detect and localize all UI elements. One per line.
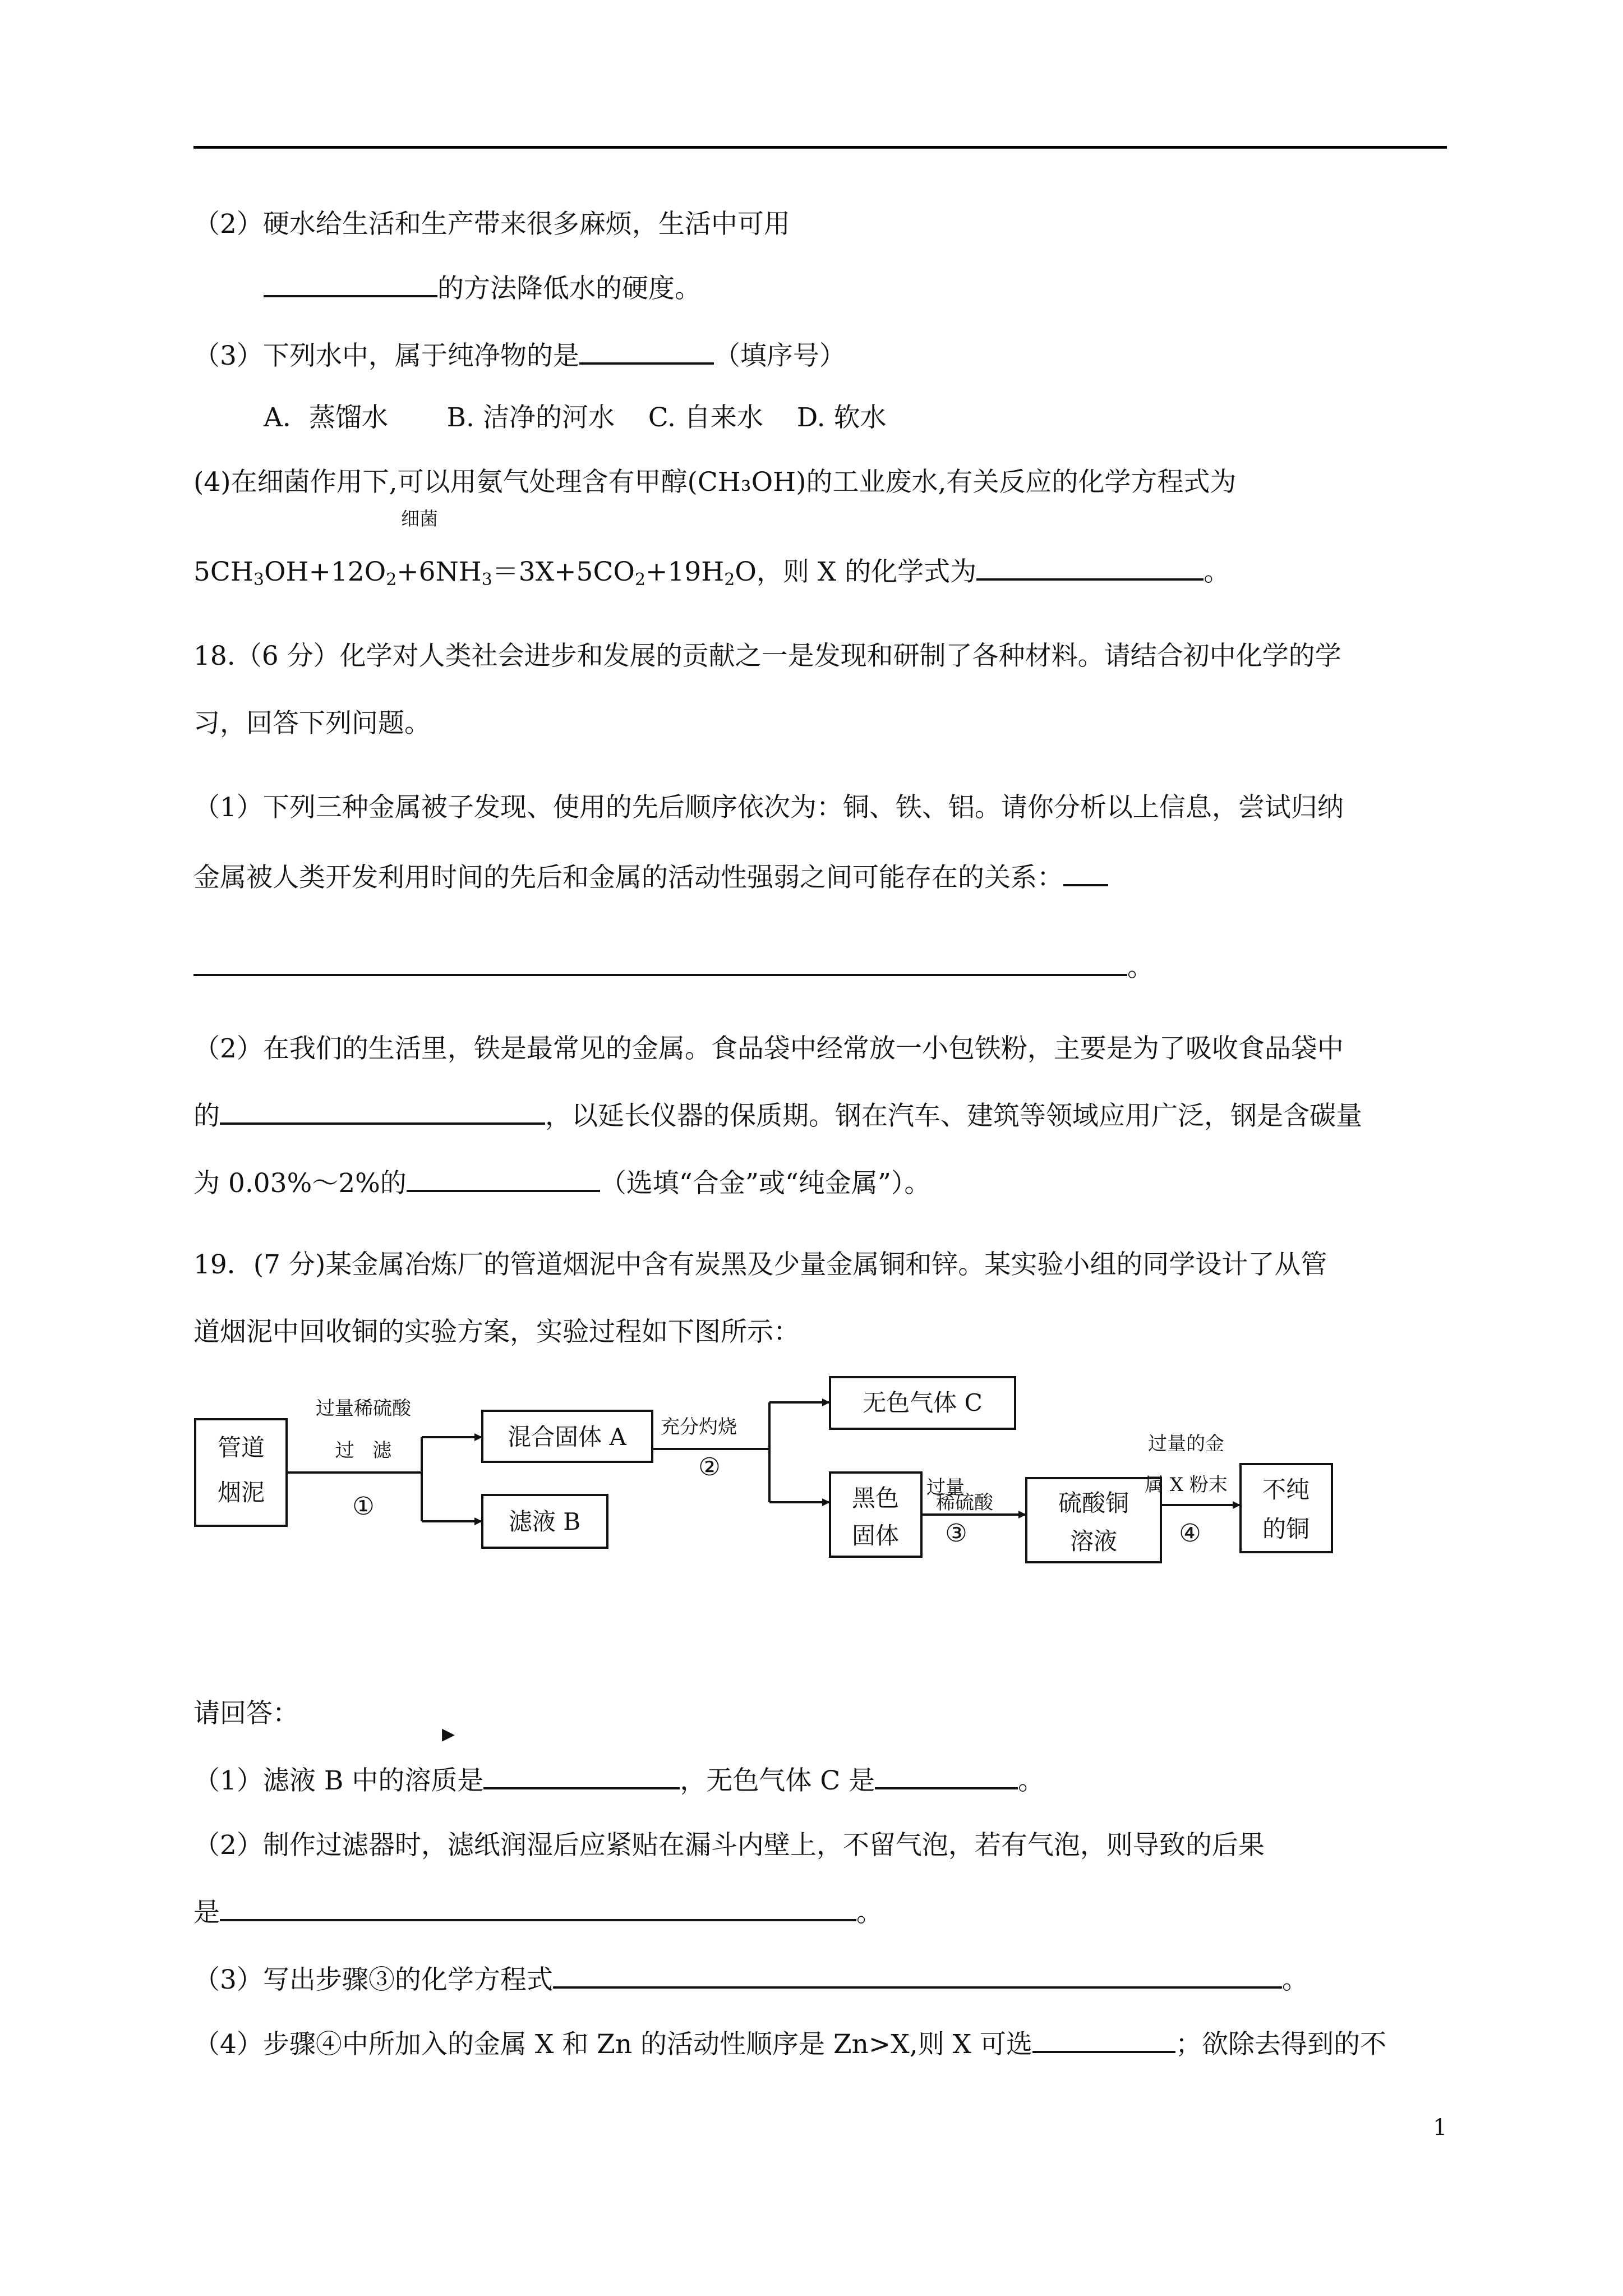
flow-text: 硫酸铜	[1058, 1489, 1129, 1517]
box-pipe-sludge	[195, 1419, 287, 1526]
q18-part2-line1: （2）在我们的生活里，铁是最常见的金属。食品袋中经常放一小包铁粉，主要是为了吸收食品袋中	[193, 1033, 1344, 1064]
flow-text: 无色气体 C	[863, 1389, 983, 1416]
box-impure-copper	[1241, 1464, 1332, 1552]
stray-mark: ▶	[442, 1724, 455, 1744]
step-label: 过量的金	[1148, 1433, 1224, 1455]
flow-text: 黑色	[851, 1484, 900, 1512]
answer-blank[interactable]	[976, 553, 1204, 581]
answer-prompt: 请回答：	[193, 1698, 299, 1729]
box-filtrate-b	[482, 1495, 607, 1548]
q19-part2-line1: （2）制作过滤器时，滤纸润湿后应紧贴在漏斗内壁上，不留气泡，若有气泡，则导致的后果	[193, 1830, 1265, 1861]
flow-text: 烟泥	[217, 1479, 265, 1506]
q17-part3-line1: （3）下列水中，属于纯净物的是 （填序号）	[193, 337, 846, 373]
answer-blank[interactable]	[407, 1164, 600, 1192]
q18-heading-line1: 18.（6 分）化学对人类社会进步和发展的贡献之一是发现和研制了各种材料。请结合初中化学的学	[193, 641, 1341, 671]
step-number: ②	[698, 1453, 721, 1481]
q18-heading-line2: 习，回答下列问题。	[193, 708, 431, 739]
answer-blank[interactable]	[483, 1761, 680, 1789]
q19-heading-line1: 19．(7 分)某金属冶炼厂的管道烟泥中含有炭黑及少量金属铜和锌。某实验小组的同学设计了从管	[193, 1249, 1327, 1280]
q19-part1: （1）滤液 B 中的溶质是 ，无色气体 C 是 。	[193, 1761, 1044, 1798]
flow-text: 滤液 B	[508, 1508, 581, 1535]
q18-part1-line3: 。	[193, 948, 1154, 984]
box-black-solid	[830, 1473, 921, 1557]
answer-blank[interactable]	[875, 1761, 1018, 1789]
step-label: 属 X 粉末	[1145, 1474, 1228, 1496]
box-mixed-solid-a	[482, 1411, 652, 1462]
step-label: 充分灼烧	[661, 1416, 737, 1438]
answer-blank[interactable]	[193, 948, 1127, 976]
q18-part2-line2: 的 ，以延长仪器的保质期。钢在汽车、建筑等领域应用广泛，钢是含碳量	[193, 1097, 1362, 1133]
reaction-condition: 细菌	[401, 508, 438, 530]
page-number: 1	[1433, 2115, 1447, 2141]
box-copper-sulfate-solution	[1026, 1478, 1161, 1562]
q19-part4: （4）步骤④中所加入的金属 X 和 Zn 的活动性顺序是 Zn>X,则 X 可选 ；欲除去得到的不	[193, 2025, 1386, 2062]
q18-part2-line3: 为 0.03%～2%的 （选填“合金”或“纯金属”）。	[193, 1164, 930, 1200]
answer-blank[interactable]	[264, 269, 437, 297]
step-number: ④	[1179, 1519, 1201, 1548]
step-label: 稀硫酸	[936, 1492, 993, 1514]
flow-text: 管道	[217, 1434, 265, 1461]
step-label: 过 滤	[335, 1439, 392, 1462]
answer-blank[interactable]	[579, 337, 714, 365]
header-rule	[193, 146, 1447, 149]
flow-text: 混合固体 A	[508, 1423, 626, 1451]
answer-blank[interactable]	[220, 1097, 545, 1125]
step-label: 过量稀硫酸	[316, 1397, 411, 1420]
q18-part1-line1: （1）下列三种金属被子发现、使用的先后顺序依次为：铜、铁、铝。请你分析以上信息，尝试归纳	[193, 792, 1344, 823]
q19-heading-line2: 道烟泥中回收铜的实验方案，实验过程如下图所示：	[193, 1317, 800, 1347]
step-label: 过量	[926, 1476, 965, 1499]
answer-blank[interactable]	[1032, 2025, 1175, 2053]
q18-part1-line2: 金属被人类开发利用时间的先后和金属的活动性强弱之间可能存在的关系：	[193, 858, 1108, 895]
flow-text: 的铜	[1262, 1515, 1310, 1543]
q17-part4-line1: (4)在细菌作用下,可以用氨气处理含有甲醇(CH₃OH)的工业废水,有关反应的化学方程式为	[193, 467, 1237, 498]
answer-blank[interactable]	[1063, 858, 1108, 886]
q17-part2-line2: 的方法降低水的硬度。	[264, 269, 701, 306]
q19-part2-line2: 是 。	[193, 1893, 883, 1930]
q17-part2-line1: （2）硬水给生活和生产带来很多麻烦，生活中可用	[193, 209, 790, 240]
step-number: ①	[352, 1492, 375, 1521]
q17-part4-equation: $5CH_3OH+12O_2+6NH_3=3X+5CO_2+19H_2O$，则 X 的化学式为 。	[193, 553, 1230, 589]
q17-part3-options: A．蒸馏水 B. 洁净的河水 C. 自来水 D. 软水	[264, 402, 887, 433]
box-colorless-gas-c	[830, 1377, 1015, 1429]
q19-part3: （3）写出步骤③的化学方程式 。	[193, 1961, 1308, 1997]
answer-blank[interactable]	[553, 1961, 1282, 1989]
flow-text: 溶液	[1069, 1527, 1118, 1555]
flow-text: 固体	[851, 1522, 900, 1549]
answer-blank[interactable]	[220, 1893, 856, 1921]
step-number: ③	[945, 1519, 967, 1548]
flow-text: 不纯	[1262, 1476, 1310, 1503]
